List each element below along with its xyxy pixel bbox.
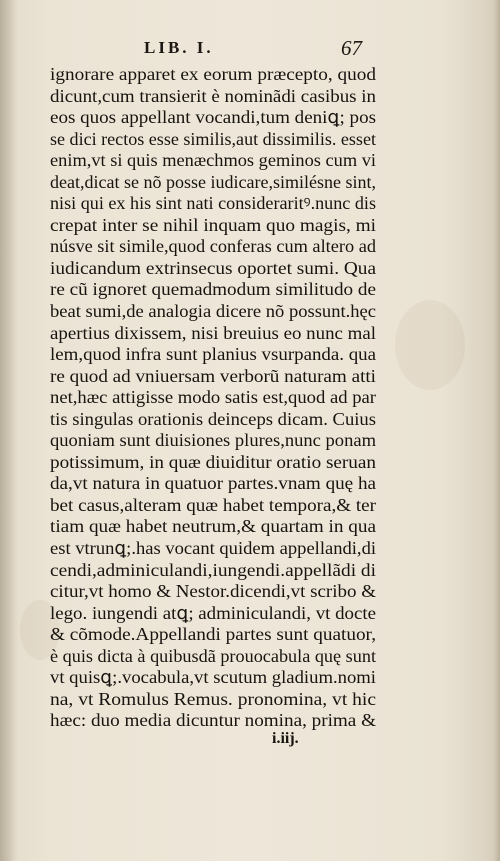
body-text: ignorare apparet ex eorum præcepto, quod dicunt,cum transierit è nominãdi casibus in eos quos appellant vocandi,tum deniꝗ; pos se dici rectos esse similis,aut dissimilis. esset enim,vt si quis menæchmos geminos cum vi deat,dicat se nõ posse iudicare,similésne sint, nisi qui ex his sint nati consideraritꝰ.nunc dis crepat inter se nihil inquam quo magis, mi núsve sit simile,quod conferas cum altero ad iudicandum extrinsecus oportet sumi. Qua re cũ ignoret quemadmodum similitudo de beat sumi,de analogia dicere nõ possunt.hęc apertius dixissem, nisi breuius eo nunc mal lem,quod infra sunt planius vsurpanda. qua re quod ad vniuersam verborũ naturam atti net,hæc attigisse modo satis est,quod ad par tis singulas orationis deinceps dicam. Cuius quoniam sunt diuisiones plures,nunc ponam potissimum, in quæ diuiditur oratio seruan da,vt natura in quatuor partes.vnam quę ha bet casus,alteram quæ habet tempora,& ter tiam quæ habet neutrum,& quartam in qua est vtrunꝗ;.has vocant quidem appellandi,di cendi,adminiculandi,iungendi.appellãdi di citur,vt homo & Nestor.dicendi,vt scribo & lego. iungendi atꝗ; adminiculandi, vt docte & cõmode.Appellandi partes sunt quatuor, è quis dicta à quibusdã prouocabula quę sunt vt quisꝗ;.vocabula,vt scutum gladium.nomi na, vt Romulus Remus. pronomina, vt hic hæc: duo media dicuntur nomina, prima &: [50, 64, 377, 731]
page-number: 67: [341, 36, 362, 60]
signature-mark: i.iij.: [272, 730, 299, 747]
page-edge: [494, 0, 500, 861]
gutter-shadow: [0, 0, 18, 861]
running-title: LIB. I.: [144, 38, 214, 57]
paper-stain: [395, 300, 465, 390]
running-head: [60, 36, 380, 62]
